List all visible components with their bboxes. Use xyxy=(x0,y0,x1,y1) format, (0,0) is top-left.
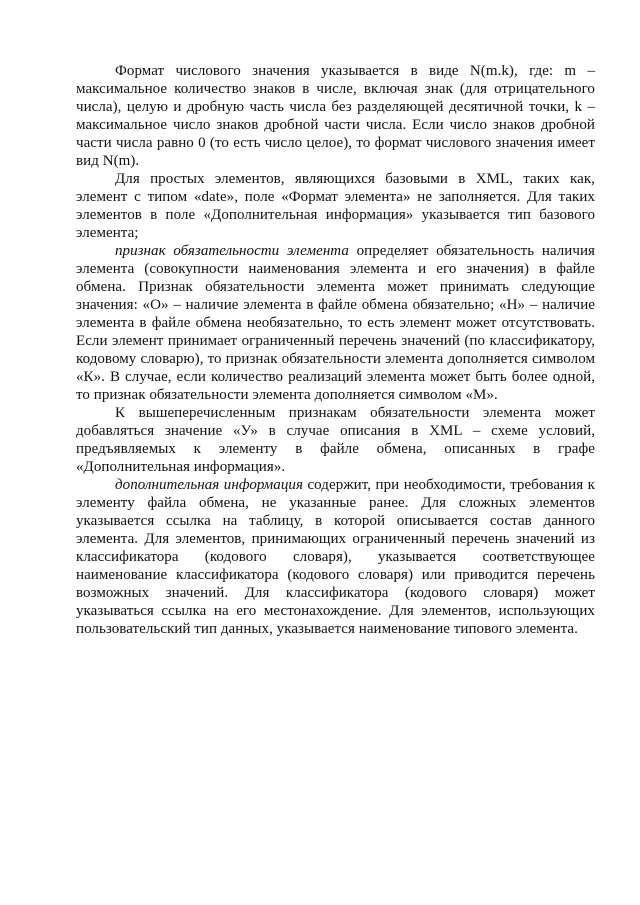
paragraph-text: Формат числового значения указывается в виде N(m.k), где: m – максимальное количество знаков в числе, включая знак (для отрицательного числа), целую и дробную часть числа без разделяющей десятичной точки, k – максимальное число знаков дробной части числа. Если число знаков дробной части числа равно 0 (то есть число целое), то формат числового значения имеет вид N(m). xyxy=(76,63,595,169)
paragraph-text: К вышеперечисленным признакам обязательности элемента может добавляться значение «У» в случае описания в XML – схеме условий, предъявляемых к элементу в файле обмена, описанных в графе «Дополнительная информация». xyxy=(76,405,595,475)
paragraph-number-format xyxy=(76,62,595,170)
paragraph-simple-elements xyxy=(76,170,595,242)
paragraph-text: содержит, при необходимости, требования к элементу файла обмена, не указанные ранее. Для сложных элементов указывается ссылка на таблицу, в которой описывается состав данного элемента. Для элементов, принимающих ограниченный перечень значений из классификатора (кодового словаря), указывается соответствующее наименование классификатора (кодового словаря) или приводится перечень возможных значений. Для классификатора (кодового словаря) может указываться ссылка на его местонахождение. Для элементов, использующих пользовательский тип данных, указывается наименование типового элемента. xyxy=(76,477,595,637)
document-page xyxy=(76,62,595,638)
paragraph-text: Для простых элементов, являющихся базовыми в XML, таких как, элемент с типом «date», поле «Формат элемента» не заполняется. Для таких элементов в поле «Дополнительная информация» указывается тип базового элемента; xyxy=(76,171,595,241)
paragraph-required-attribute xyxy=(76,242,595,404)
paragraph-text: определяет обязательность наличия элемента (совокупности наименования элемента и его значения) в файле обмена. Признак обязательности элемента может принимать следующие значения: «О» – наличие элемента в файле обмена обязательно; «Н» – наличие элемента в файле обмена необязательно, то есть элемент может отсутствовать. Если элемент принимает ограниченный перечень значений (по классификатору, кодовому словарю), то признак обязательности элемента дополняется символом «К». В случае, если количество реализаций элемента может быть более одной, то признак обязательности элемента дополняется символом «М». xyxy=(76,243,595,403)
paragraph-u-value xyxy=(76,404,595,476)
paragraph-term: дополнительная информация xyxy=(115,477,303,493)
paragraph-term: признак обязательности элемента xyxy=(115,243,349,259)
paragraph-additional-info xyxy=(76,476,595,638)
